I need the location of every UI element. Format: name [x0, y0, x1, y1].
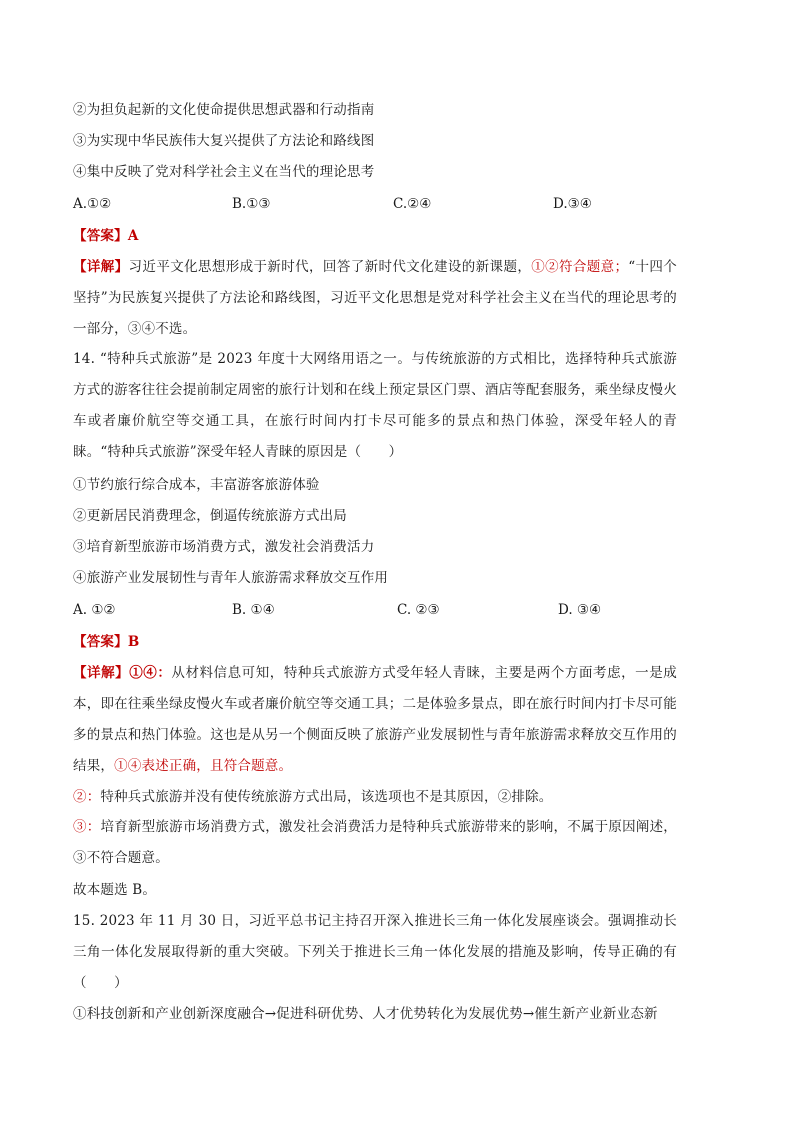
q13-explain-label: 【详解】 — [73, 259, 129, 275]
q13-explanation — [73, 252, 677, 345]
q13-option-c: C.②④ — [393, 196, 432, 212]
q14-option-c: C. ②③ — [397, 602, 440, 618]
q14-explain-red1: ①④： — [129, 665, 172, 681]
q14-explain-part1: 从材料信息可知，特种兵式旅游方式受年轻人青睐，主要是两个方面考虑，一是成本，即在往乘坐绿皮慢火车或者廉价航空等交通工具；二是体验多景点，即在旅行时间内打卡尽可能多的景点和热门体验。这也是从另一个侧面反映了旅游产业发展韧性与青年旅游需求释放交互作用的结果， — [73, 665, 677, 774]
q15-stem: 15. 2023 年 11 月 30 日，习近平总书记主持召开深入推进长三角一体化发展座谈会。强调推动长三角一体化发展取得新的重大突破。下列关于推进长三角一体化发展的措施及影响，传导正确的有（ ） — [73, 913, 677, 991]
q13-option-b: B.①③ — [232, 196, 271, 212]
q14-option-a: A. ①② — [73, 602, 116, 618]
q14-item-3: ③培育新型旅游市场消费方式，激发社会消费活力 — [73, 539, 375, 555]
q15-item-1: ①科技创新和产业创新深度融合→促进科研优势、人才优势转化为发展优势→催生新产业新业态新 — [73, 1006, 658, 1022]
q13-explain-part1: 习近平文化思想形成于新时代，回答了新时代文化建设的新课题， — [128, 259, 532, 275]
q13-option-a: A.①② — [73, 196, 112, 212]
q13-answer-label: 【答案】 — [73, 228, 128, 244]
q13-item-2: ②为担负起新的文化使命提供思想武器和行动指南 — [73, 102, 375, 118]
q13-item-4: ④集中反映了党对科学社会主义在当代的理论思考 — [73, 164, 375, 180]
q14-stem: 14. “特种兵式旅游”是 2023 年度十大网络用语之一。与传统旅游的方式相比，选择特种兵式旅游方式的游客往往会提前制定周密的旅行计划和在线上预定景区门票、酒店等配套服务，乘坐绿皮慢火车或者廉价航空等交通工具，在旅行时间内打卡尽可能多的景点和热门体验，深受年轻人的青睐。“特种兵式旅游”深受年轻人青睐的原因是（ ） — [73, 351, 677, 460]
q14-answer — [73, 632, 723, 652]
q14-option-d: D. ③④ — [558, 602, 602, 618]
q14-conclusion: 故本题选 B。 — [73, 882, 157, 898]
q14-explain-label: 【详解】 — [73, 665, 130, 681]
q13-explain-part2: “十四个坚持”为民族复兴提供了方法论和路线图，习近平文化思想是党对科学社会主义在当代的理论思考的一部分，③④不选。 — [73, 259, 677, 337]
q14-explanation-3 — [73, 812, 677, 874]
q14-explanation — [73, 658, 677, 782]
q14-explain-red2: ①④表述正确，且符合题意。 — [114, 758, 293, 774]
q14-item-4: ④旅游产业发展韧性与青年人旅游需求释放交互作用 — [73, 570, 389, 586]
q14-item-1: ①节约旅行综合成本，丰富游客旅游体验 — [73, 477, 320, 493]
q13-answer-value: A — [127, 228, 139, 244]
q14-explain2-text: 特种兵式旅游并没有使传统旅游方式出局，该选项也不是其原因，②排除。 — [100, 789, 553, 805]
q13-explain-red1: ①②符合题意； — [531, 259, 629, 275]
q14-answer-label: 【答案】 — [73, 634, 128, 650]
q13-option-d: D.③④ — [553, 196, 592, 212]
q14-answer-value: B — [127, 634, 140, 650]
q14-item-2: ②更新居民消费理念，倒逼传统旅游方式出局 — [73, 508, 347, 524]
q13-item-3: ③为实现中华民族伟大复兴提供了方法论和路线图 — [73, 133, 375, 149]
q13-answer — [73, 226, 723, 246]
q14-option-b: B. ①④ — [232, 602, 275, 618]
q14-explanation-2 — [73, 787, 723, 807]
q14-explain3-text: 培育新型旅游市场消费方式，激发社会消费活力是特种兵式旅游带来的影响，不属于原因阐述，③不符合题意。 — [73, 819, 677, 866]
q14-explain3-red: ③： — [73, 819, 101, 835]
q14-explain2-red: ②： — [73, 789, 101, 805]
